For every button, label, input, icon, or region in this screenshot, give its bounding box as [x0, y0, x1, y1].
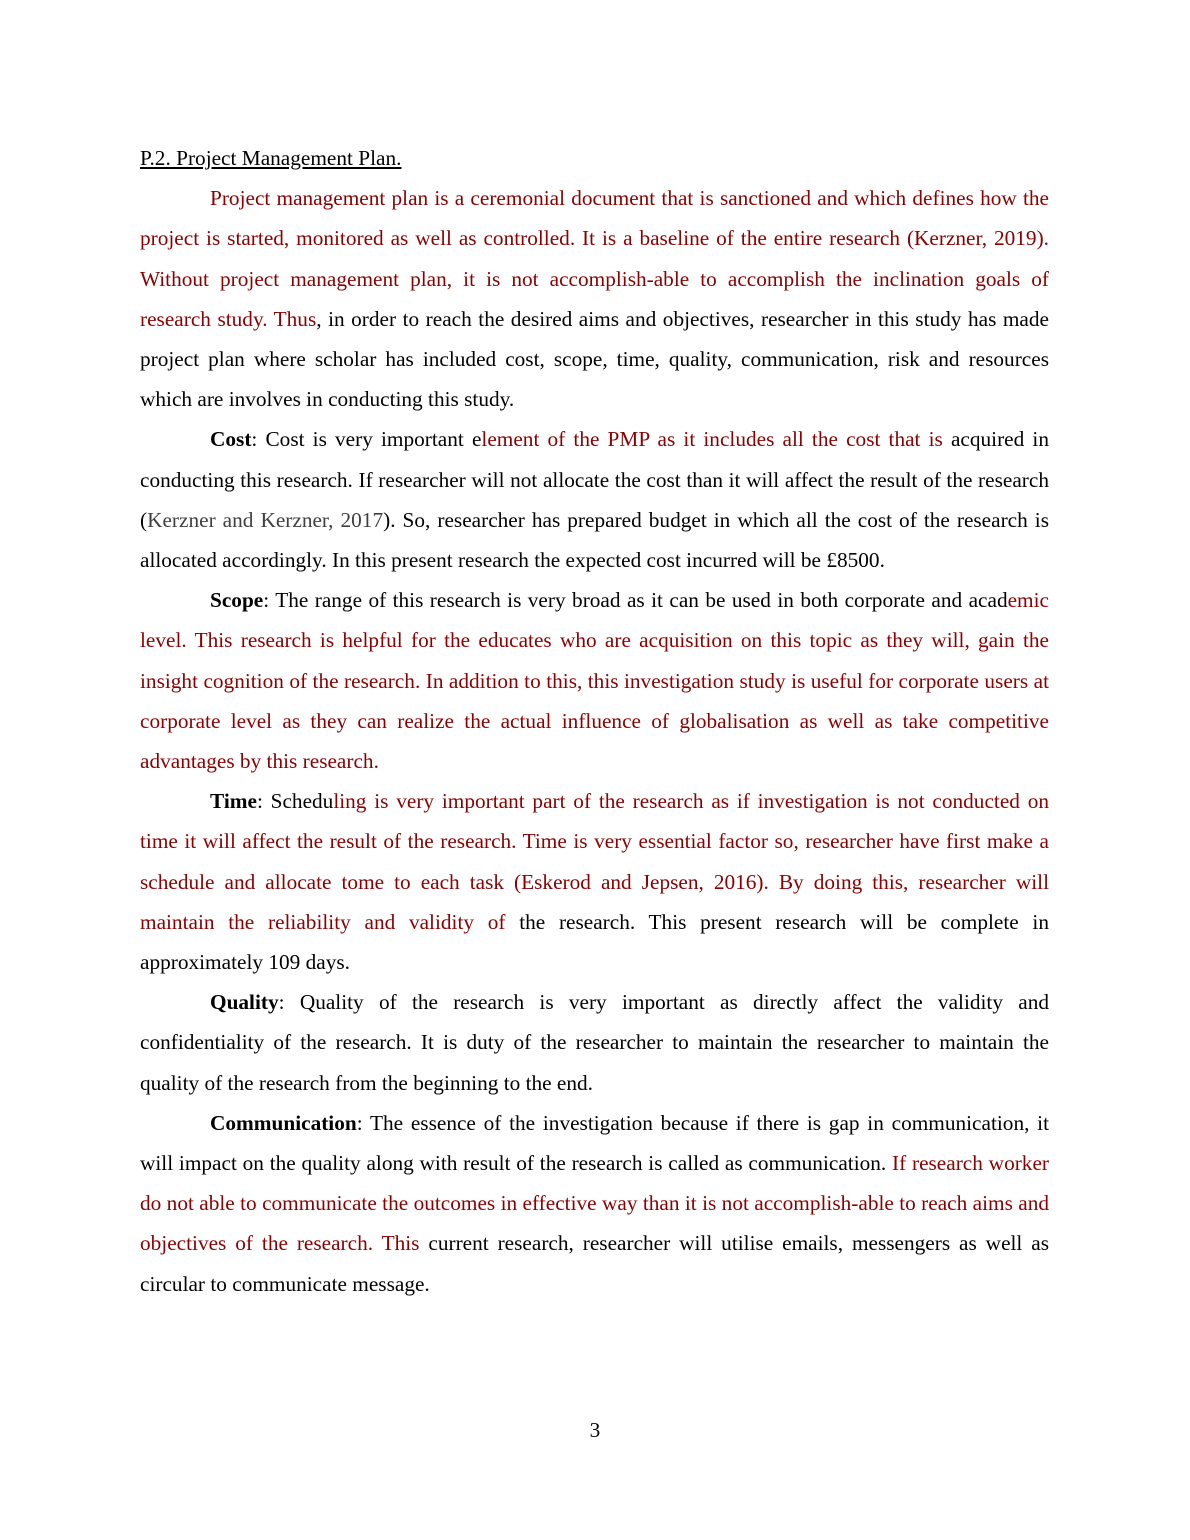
cost-text-2: acquired in conducting this research. If researcher will not allocate the cost than it will affect the result of the research ( — [140, 427, 1049, 532]
scope-text-red: emic level. This research is helpful for the educates who are acquisition on this topic as they will, gain the insight cognition of the research. In addition to this, this investigation study is useful for corporate users at corporate level as they can realize the actual influence of globalisation as well as take competitive advantages by this research. — [140, 588, 1049, 774]
quality-text: : Quality of the research is very important as directly affect the validity and confidentiality of the research. It is duty of the researcher to maintain the researcher to maintain the quality of the research from the beginning to the end. — [140, 990, 1049, 1095]
document-page — [140, 138, 1049, 1304]
section-heading: P.2. Project Management Plan. — [140, 146, 402, 170]
cost-text-1: : Cost is very important e — [251, 427, 482, 452]
communication-text-red: If research worker do not able to communicate the outcomes in effective way than it is not accomplish-able to reach aims and objectives of the research. This — [140, 1151, 1050, 1256]
paragraph-quality — [140, 982, 1049, 1103]
intro-text-red: Project management plan is a ceremonial document that is sanctioned and which defines how the project is started, monitored as well as controlled. It is a baseline of the entire research (Kerzner, 2019). Without project management plan, it is not accomplish-able to accomplish the inclination goals of research study. Thus — [140, 186, 1049, 331]
communication-text-2: current research, researcher will utilise emails, messengers as well as circular to communicate message. — [140, 1231, 1049, 1296]
paragraph-intro — [140, 178, 1049, 419]
time-text-1: : Schedu — [256, 789, 334, 814]
paragraph-communication — [140, 1103, 1049, 1304]
paragraph-scope — [140, 580, 1049, 781]
paragraph-time — [140, 781, 1049, 982]
quality-term: Quality — [210, 990, 279, 1015]
cost-citation: Kerzner and Kerzner, 2017 — [147, 507, 384, 532]
time-term: Time — [210, 789, 257, 814]
scope-text-1: : The range of this research is very broad as it can be used in both corporate and acad — [263, 588, 1008, 613]
page-number: 3 — [589, 1418, 601, 1442]
communication-text-1: : The essence of the investigation because if there is gap in communication, it will impact on the quality along with result of the research is called as communication. — [140, 1110, 1049, 1176]
scope-term: Scope — [210, 588, 264, 613]
time-text-2: the research. This present research will be complete in approximately 109 days. — [140, 909, 1049, 975]
cost-text-3: ). So, researcher has prepared budget in which all the cost of the research is allocated accordingly. In this present research the expected cost incurred will be £8500. — [140, 507, 1050, 573]
cost-term: Cost — [210, 427, 252, 452]
time-text-red: ling is very important part of the research as if investigation is not conducted on time it will affect the result of the research. Time is very essential factor so, researcher have first make a schedule and allocate tome to each task (Eskerod and Jepsen, 2016). By doing this, researcher will maintain the reliability and validity of — [140, 789, 1049, 934]
intro-text: , in order to reach the desired aims and objectives, researcher in this study has made project plan where scholar has included cost, scope, time, quality, communication, risk and resources which are involves in conducting this study. — [140, 306, 1049, 412]
communication-term: Communication — [210, 1110, 357, 1135]
cost-text-red: lement of the PMP as it includes all the cost that is — [481, 427, 943, 452]
paragraph-cost — [140, 419, 1049, 580]
